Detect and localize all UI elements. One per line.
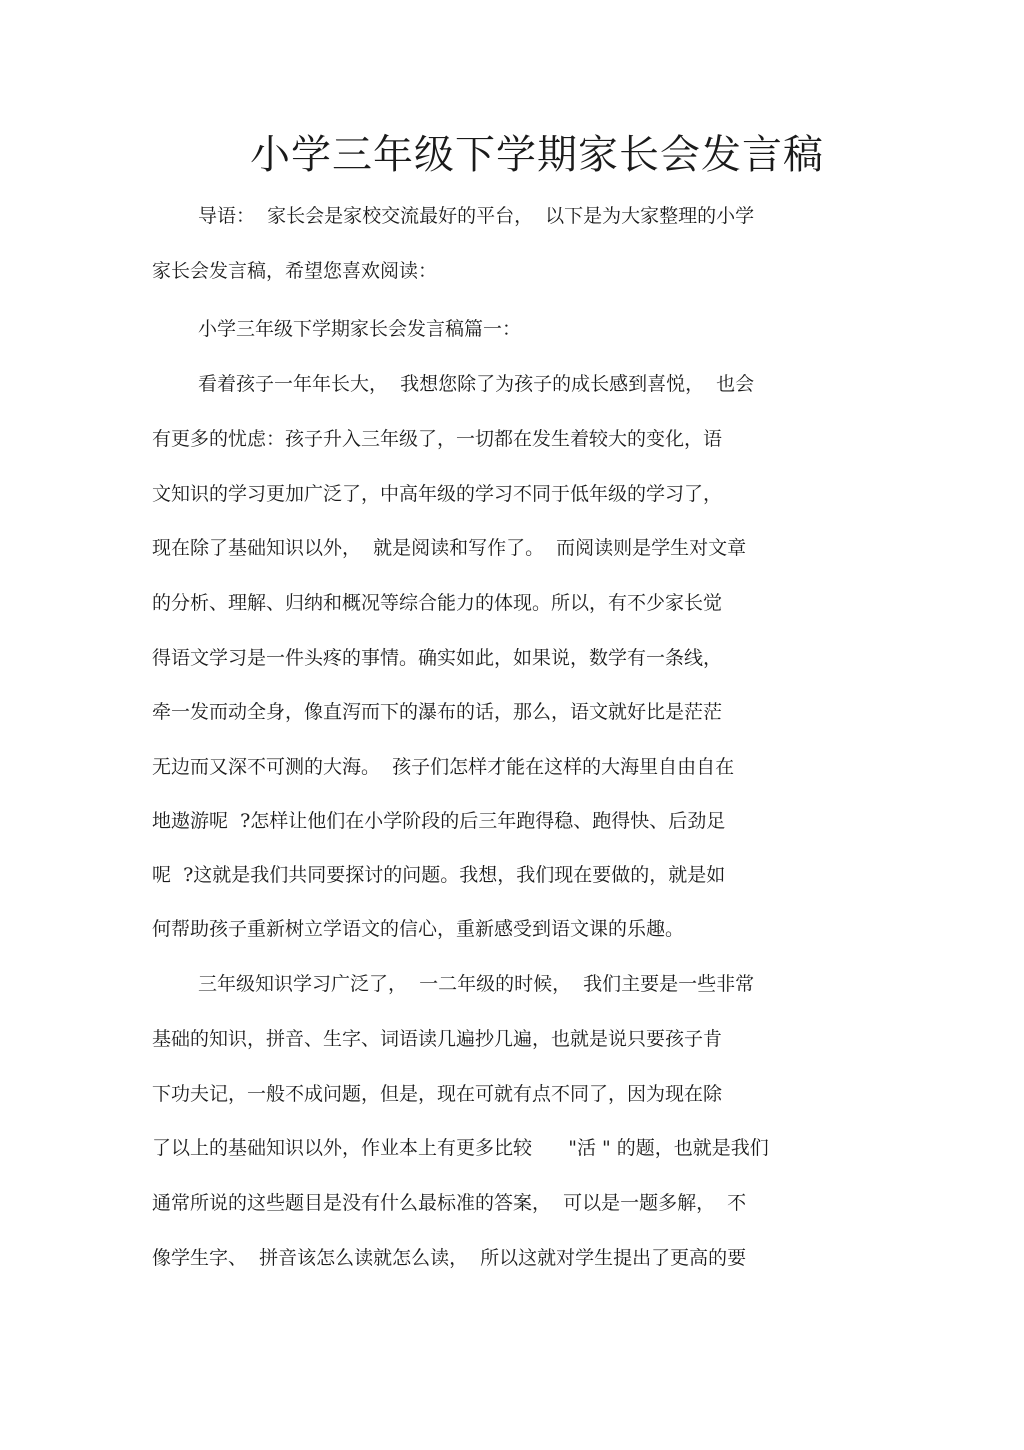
text-line: 三年级知识学习广泛了， 一二年级的时候， 我们主要是一些非常 xyxy=(198,973,755,995)
text-line: 有更多的忧虑：孩子升入三年级了，一切都在发生着较大的变化，语 xyxy=(152,428,723,450)
text-line: 地遨游呢 ?怎样让他们在小学阶段的后三年跑得稳、跑得快、后劲足 xyxy=(152,810,726,832)
text-line: 现在除了基础知识以外， 就是阅读和写作了。 而阅读则是学生对文章 xyxy=(152,537,747,559)
subheading-line: 小学三年级下学期家长会发言稿篇一： xyxy=(198,318,522,340)
text-line: 何帮助孩子重新树立学语文的信心，重新感受到语文课的乐趣。 xyxy=(152,918,685,940)
text-line: 基础的知识，拼音、生字、词语读几遍抄几遍，也就是说只要孩子肯 xyxy=(152,1028,723,1050)
document-title: 小学三年级下学期家长会发言稿 xyxy=(250,132,824,178)
text-line: 牵一发而动全身，像直泻而下的瀑布的话，那么，语文就好比是茫茫 xyxy=(152,701,723,723)
text-line: 呢 ?这就是我们共同要探讨的问题。我想，我们现在要做的，就是如 xyxy=(152,864,726,886)
text-line: 通常所说的这些题目是没有什么最标准的答案， 可以是一题多解， 不 xyxy=(152,1192,747,1214)
text-line: 无边而又深不可测的大海。 孩子们怎样才能在这样的大海里自由自在 xyxy=(152,756,735,778)
text-line: 导语： 家长会是家校交流最好的平台， 以下是为大家整理的小学 xyxy=(198,205,755,227)
text-line: 像学生字、 拼音该怎么读就怎么读， 所以这就对学生提出了更高的要 xyxy=(152,1247,747,1269)
text-line: 得语文学习是一件头疼的事情。确实如此，如果说，数学有一条线， xyxy=(152,647,723,669)
text-line: 看着孩子一年年长大， 我想您除了为孩子的成长感到喜悦， 也会 xyxy=(198,373,755,395)
text-line: 文知识的学习更加广泛了，中高年级的学习不同于低年级的学习了， xyxy=(152,483,723,505)
text-line: 了以上的基础知识以外，作业本上有更多比较 "活 " 的题，也就是我们 xyxy=(152,1137,769,1159)
text-line: 家长会发言稿，希望您喜欢阅读： xyxy=(152,260,438,282)
text-line: 的分析、理解、归纳和概况等综合能力的体现。所以，有不少家长觉 xyxy=(152,592,723,614)
text-line: 下功夫记，一般不成问题，但是，现在可就有点不同了，因为现在除 xyxy=(152,1083,723,1105)
